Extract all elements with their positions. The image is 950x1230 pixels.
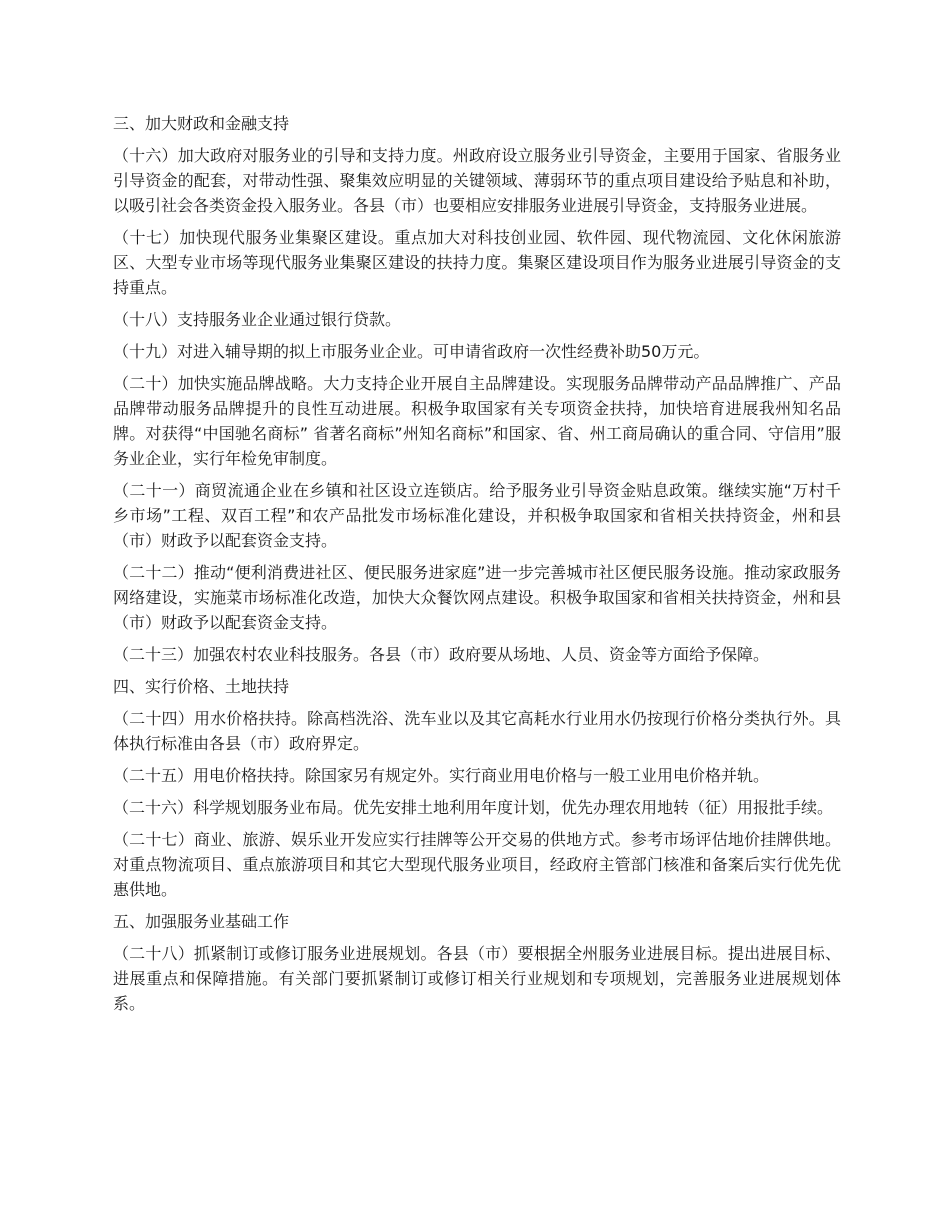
paragraph: （二十六）科学规划服务业布局。优先安排土地利用年度计划，优先办理农用地转（征）用报批手续。 bbox=[113, 798, 834, 817]
paragraph: （十七）加快现代服务业集聚区建设。重点加大对科技创业园、软件园、现代物流园、文化休闲旅游区、大型专业市场等现代服务业集聚区建设的扶持力度。集聚区建设项目作为服务业进展引导资金的支持重点。 bbox=[113, 228, 841, 297]
section-finance bbox=[113, 111, 841, 667]
paragraph: （二十）加快实施品牌战略。大力支持企业开展自主品牌建设。实现服务品牌带动产品品牌推广、产品品牌带动服务品牌提升的良性互动进展。积极争取国家有关专项资金扶持，加快培育进展我州知名品牌。对获得“中国驰名商标” 省著名商标”州知名商标”和国家、省、州工商局确认的重合同、守信用”服务业企业，实行年检免审制度。 bbox=[113, 374, 841, 468]
paragraph: （二十五）用电价格扶持。除国家另有规定外。实行商业用电价格与一般工业用电价格并轨。 bbox=[113, 766, 770, 785]
section-heading: 三、加大财政和金融支持 bbox=[113, 114, 290, 133]
paragraph: （二十四）用水价格扶持。除高档洗浴、洗车业以及其它高耗水行业用水仍按现行价格分类执行外。具体执行标准由各县（市）政府界定。 bbox=[113, 709, 841, 753]
paragraph: （十八）支持服务业企业通过银行贷款。 bbox=[113, 310, 402, 329]
section-heading: 五、加强服务业基础工作 bbox=[113, 912, 290, 931]
document-body bbox=[113, 111, 841, 1023]
paragraph: （二十一）商贸流通企业在乡镇和社区设立连锁店。给予服务业引导资金贴息政策。继续实施“万村千乡市场”工程、双百工程”和农产品批发市场标准化建设，并积极争取国家和省相关扶持资金，州和县（市）财政予以配套资金支持。 bbox=[113, 481, 841, 550]
paragraph: （二十七）商业、旅游、娱乐业开发应实行挂牌等公开交易的供地方式。参考市场评估地价挂牌供地。对重点物流项目、重点旅游项目和其它大型现代服务业项目，经政府主管部门核准和备案后实行优先优惠供地。 bbox=[113, 830, 841, 899]
section-price-land bbox=[113, 674, 841, 902]
paragraph: （十九）对进入辅导期的拟上市服务业企业。可申请省政府一次性经费补助50万元。 bbox=[113, 342, 710, 361]
paragraph: （二十二）推动“便利消费进社区、便民服务进家庭”进一步完善城市社区便民服务设施。推动家政服务网络建设，实施菜市场标准化改造，加快大众餐饮网点建设。积极争取国家和省相关扶持资金，州和县（市）财政予以配套资金支持。 bbox=[113, 563, 841, 632]
section-foundation-work bbox=[113, 909, 841, 1016]
section-heading: 四、实行价格、土地扶持 bbox=[113, 677, 290, 696]
paragraph: （二十八）抓紧制订或修订服务业进展规划。各县（市）要根据全州服务业进展目标。提出进展目标、进展重点和保障措施。有关部门要抓紧制订或修订相关行业规划和专项规划，完善服务业进展规划体系。 bbox=[113, 944, 841, 1013]
paragraph: （十六）加大政府对服务业的引导和支持力度。州政府设立服务业引导资金，主要用于国家、省服务业引导资金的配套，对带动性强、聚集效应明显的关键领域、薄弱环节的重点项目建设给予贴息和补助，以吸引社会各类资金投入服务业。各县（市）也要相应安排服务业进展引导资金，支持服务业进展。 bbox=[113, 146, 841, 215]
paragraph: （二十三）加强农村农业科技服务。各县（市）政府要从场地、人员、资金等方面给予保障。 bbox=[113, 645, 770, 664]
